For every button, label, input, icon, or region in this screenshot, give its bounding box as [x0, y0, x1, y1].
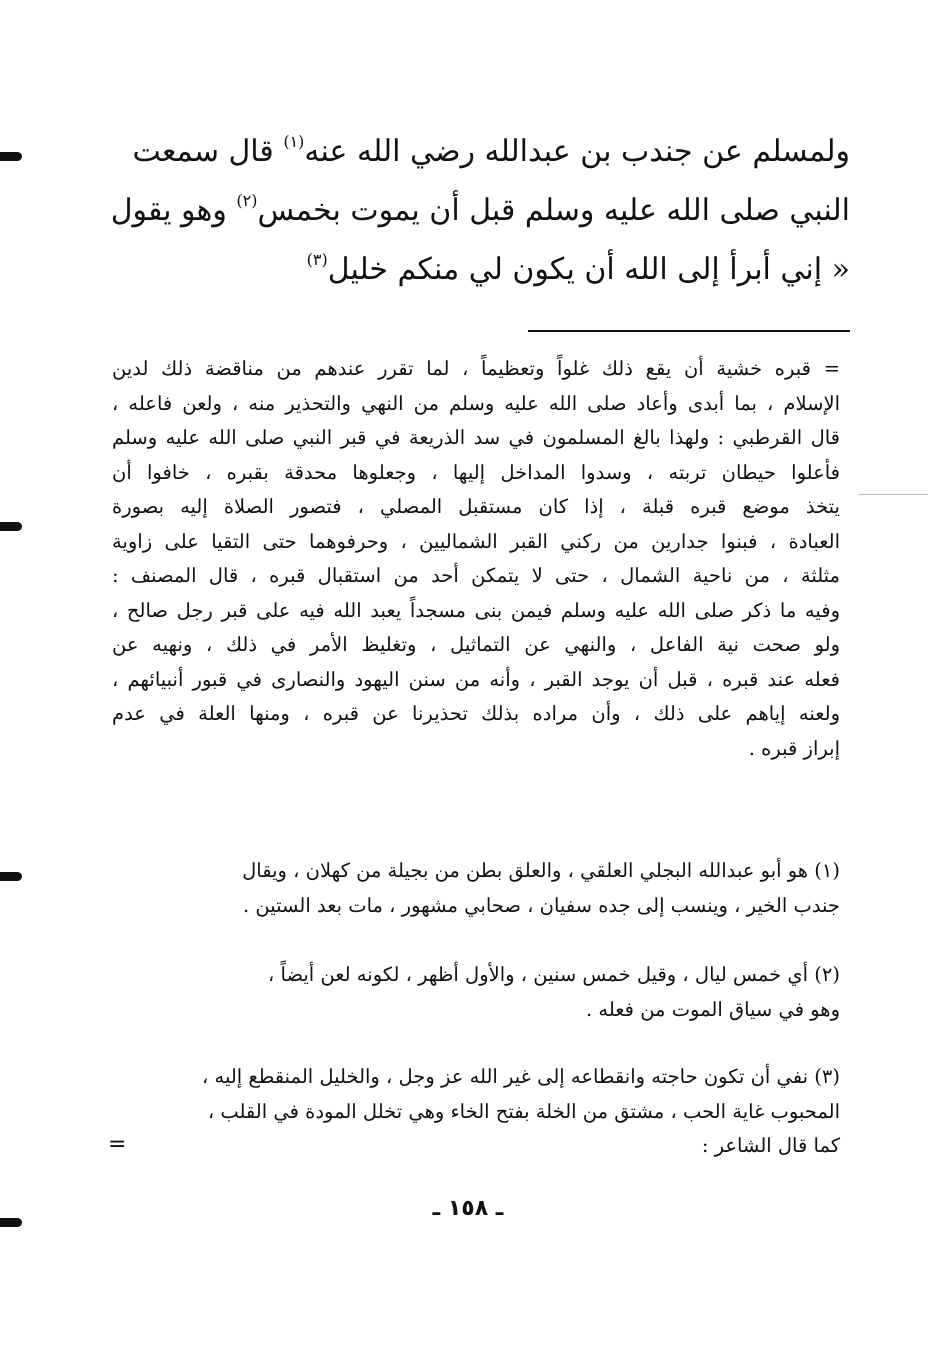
main-line-tail: وهو يقول: [110, 193, 237, 228]
footnote-2: [112, 958, 840, 1027]
main-line-tail: قال سمعت: [132, 134, 284, 169]
main-text-block: [110, 122, 850, 299]
commentary-line: مثلثة ، من ناحية الشمال ، حتى لا يتمكن أحد من استقبال قبره ، قال المصنف :: [112, 564, 840, 587]
footnote-line: وهو في سياق الموت من فعله .: [585, 997, 840, 1021]
continuation-mark: =: [108, 1132, 127, 1157]
footnote-ref[interactable]: (٣): [306, 250, 328, 269]
footnote-ref[interactable]: (٢): [236, 191, 258, 210]
scan-edge-mark: [0, 522, 22, 531]
footnote-1: [112, 854, 840, 923]
commentary-line: = قبره خشية أن يقع ذلك غلواً وتعظيماً ، لما تقرر عندهم من مناقضة ذلك لدين: [112, 357, 840, 380]
commentary-line: فأعلوا حيطان تربته ، وسدوا المداخل إليها ، وجعلوها محدقة بقبره ، خافوا أن: [112, 460, 840, 484]
footnote-line: كما قال الشاعر :: [701, 1134, 840, 1157]
footnote-line: (٣) نفي أن تكون حاجته وانقطاعه إلى غير الله عز وجل ، والخليل المنقطع إليه ،: [202, 1065, 840, 1088]
main-line-text: « إني أبرأ إلى الله أن يكون لي منكم خليل: [327, 252, 850, 287]
commentary-line: وفيه ما ذكر صلى الله عليه وسلم فيمن بنى مسجداً يعبد الله فيه على قبر رجل صالح ،: [112, 598, 840, 622]
scan-edge-mark: [0, 872, 22, 881]
commentary-line: الإسلام ، بما أبدى وأعاد صلى الله عليه وسلم من النهي والتحذير منه ، ولعن فاعله ،: [112, 391, 840, 415]
commentary-line: ولو صحت نية الفاعل ، والنهي عن التماثيل ، وتغليظ الأمر في ذلك ، ونهيه عن: [112, 633, 840, 656]
footnote-line: (١) هو أبو عبدالله البجلي العلقي ، والعلق بطن من بجيلة من كهلان ، ويقال: [242, 859, 840, 882]
main-line-text: ولمسلم عن جندب بن عبدالله رضي الله عنه: [304, 134, 850, 169]
footnote-ref[interactable]: (١): [283, 132, 305, 151]
main-line-text: النبي صلى الله عليه وسلم قبل أن يموت بخمس: [257, 193, 850, 228]
main-line: [118, 240, 850, 299]
main-line: [110, 181, 850, 240]
scan-edge-mark: [0, 152, 22, 161]
commentary-block: [112, 352, 840, 766]
main-line: [118, 122, 850, 181]
commentary-line: فعله عند قبره ، قبل أن يوجد القبر ، وأنه من سنن اليهود والنصارى في قبور أنبيائهم ،: [112, 667, 840, 691]
commentary-line: ولعنه إياهم على ذلك ، وأن مراده بذلك تحذيرنا عن قبره ، ومنها العلة في عدم: [112, 702, 840, 725]
commentary-line: قال القرطبي : ولهذا بالغ المسلمون في سد الذريعة في قبر النبي صلى الله عليه وسلم: [112, 426, 840, 449]
footnote-line: جندب الخير ، وينسب إلى جده سفيان ، صحابي مشهور ، مات بعد الستين .: [243, 893, 840, 917]
footnote-line: (٢) أي خمس ليال ، وقيل خمس سنين ، والأول أظهر ، لكونه لعن أيضاً ،: [268, 963, 840, 986]
commentary-line: يتخذ موضع قبره قبلة ، إذا كان مستقبل المصلي ، فتصور الصلاة إليه بصورة: [112, 495, 840, 518]
footnote-separator: [528, 330, 850, 332]
commentary-line: العبادة ، فبنوا جدارين من ركني القبر الشماليين ، وحرفوهما حتى التقيا على زاوية: [112, 529, 840, 553]
commentary-line: إبراز قبره .: [748, 736, 840, 760]
scan-noise: [858, 494, 928, 495]
footnote-3: [112, 1060, 840, 1164]
footnote-line: المحبوب غاية الحب ، مشتق من الخلة بفتح الخاء وهي تخلل المودة في القلب ،: [207, 1099, 840, 1123]
page-number: ـ ١٥٨ ـ: [432, 1196, 504, 1221]
